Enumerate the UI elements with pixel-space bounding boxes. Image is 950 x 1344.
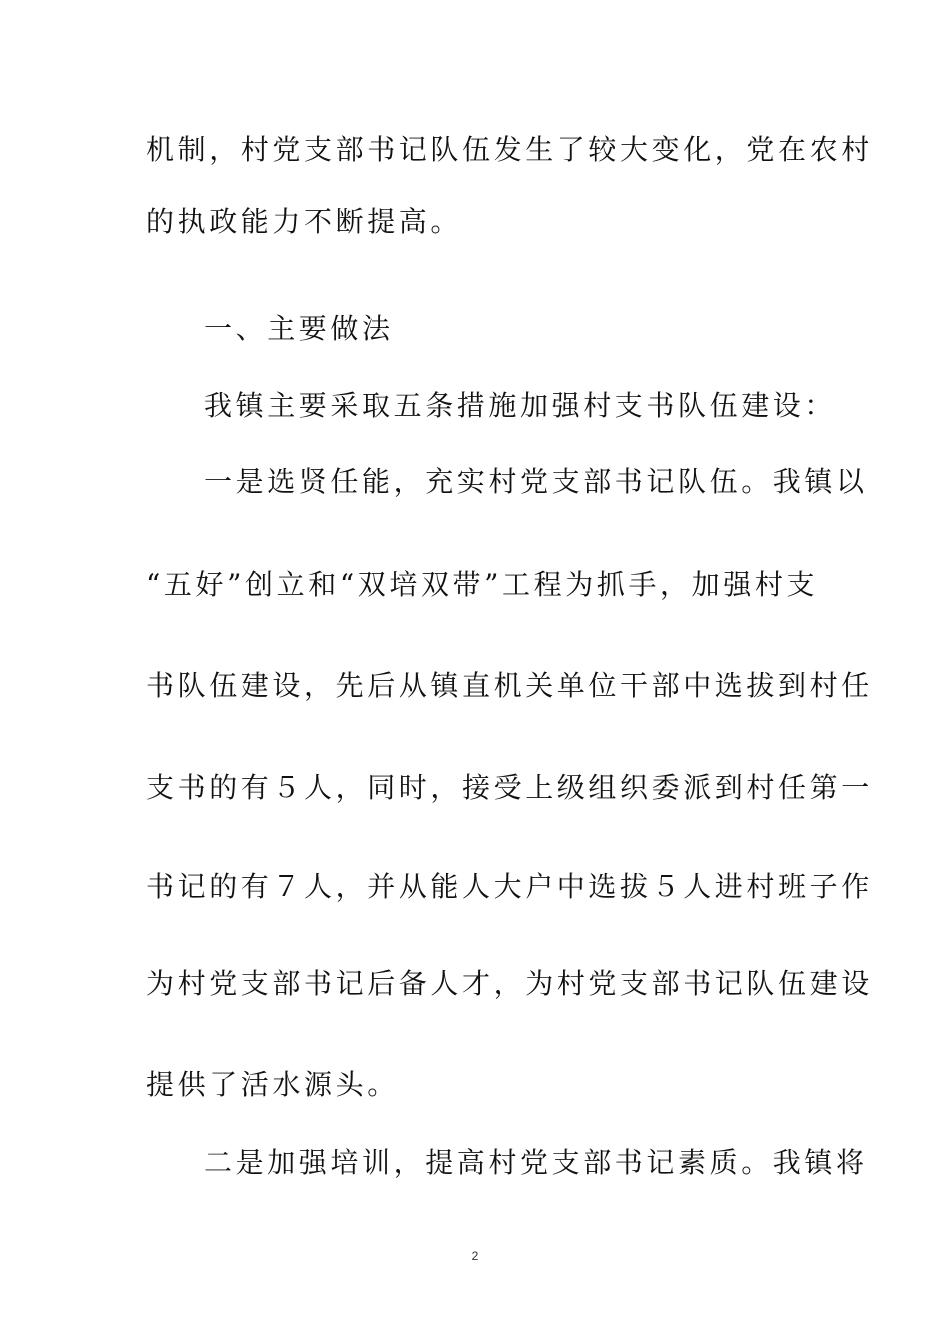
text-line-9: 书记的有７人，并从能人大户中选拔５人进村班子作 bbox=[146, 870, 873, 903]
text-line-8: 支书的有５人，同时，接受上级组织委派到村任第一 bbox=[146, 771, 873, 804]
text-line-1: 机制，村党支部书记队伍发生了较大变化，党在农村 bbox=[146, 133, 873, 166]
text-line-4: 我镇主要采取五条措施加强村支书队伍建设： bbox=[204, 389, 837, 422]
text-line-2: 的执政能力不断提高。 bbox=[146, 205, 463, 238]
text-line-10: 为村党支部书记后备人才，为村党支部书记队伍建设 bbox=[146, 967, 873, 1000]
page-number: 2 bbox=[471, 1249, 479, 1263]
text-line-5: 一是选贤任能，充实村党支部书记队伍。我镇以 bbox=[204, 465, 868, 498]
section-heading: 一、主要做法 bbox=[204, 312, 394, 345]
text-line-12: 二是加强培训，提高村党支部书记素质。我镇将 bbox=[204, 1146, 868, 1179]
text-line-7: 书队伍建设，先后从镇直机关单位干部中选拔到村任 bbox=[146, 669, 873, 702]
text-line-6: “五好”创立和“双培双带”工程为抓手，加强村支 bbox=[146, 568, 819, 601]
text-line-11: 提供了活水源头。 bbox=[146, 1068, 399, 1101]
